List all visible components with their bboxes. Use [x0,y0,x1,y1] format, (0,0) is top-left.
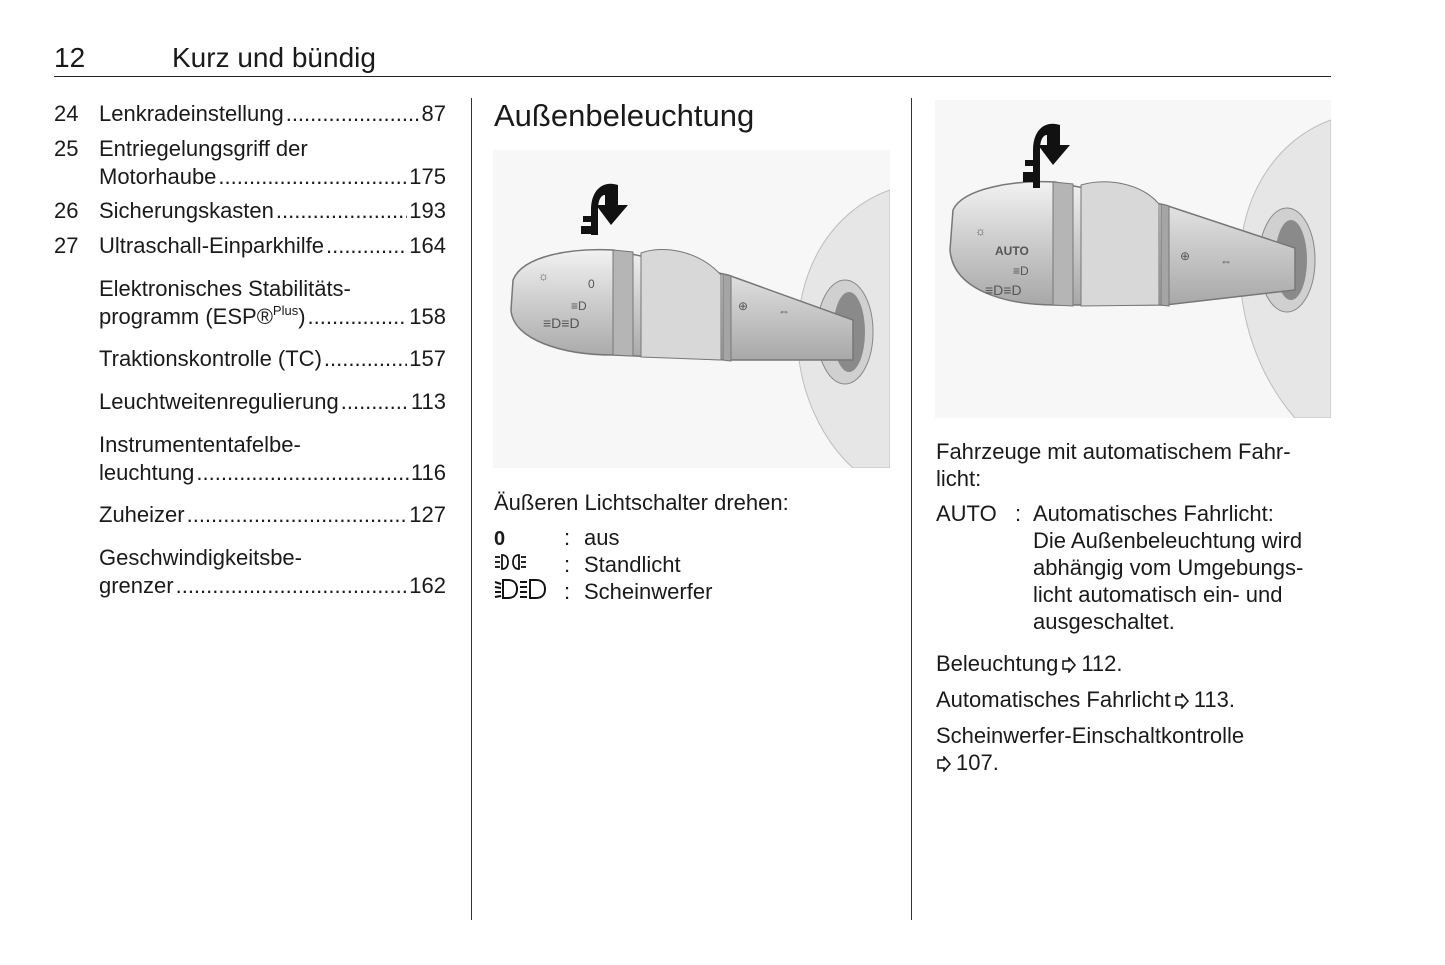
reference-arrow-icon [1174,688,1190,715]
light-switch-illustration [493,150,890,468]
parking-light-mark: ≡D [571,299,587,313]
toc-leader [341,388,409,416]
cross-reference-link[interactable]: Scheinwerfer-Einschaltkontrolle 107. [936,722,1244,778]
toc-label: Motorhaube [99,164,217,189]
auto-description: Automatisches Fahrlicht: Die Außenbeleuchtung wird abhängig vom Umgebungs- licht automatisch ein- und ausgeschaltet. [1033,501,1304,634]
esp-plus-superscript: Plus [272,303,299,318]
parking-light-mark: ≡D [1013,264,1029,278]
header-rule [54,76,1331,77]
headlight-mark: ≡D≡D [543,315,580,331]
parking-light-icon [494,551,554,578]
toc-page: 193 [409,198,446,223]
toc-label: Entriegelungsgriff der [99,136,308,161]
toc-label: leuchtung [99,460,195,485]
switch-label-off: 0 [588,277,595,291]
symbol-description: aus [584,525,620,550]
toc-leader [324,345,407,373]
toc-page: 162 [409,573,446,598]
toc-label: programm (ESP®$^{Plus}$) [99,303,306,329]
auto-light-switch-illustration [935,100,1331,418]
toc-number: 27 [54,233,79,258]
colon: : [564,579,571,604]
toc-label: Leuchtweitenregulierung [99,389,339,414]
toc-number: 25 [54,136,79,161]
toc-label: Geschwindigkeitsbe- [99,545,302,570]
off-zero-icon: 0 [494,528,506,550]
toc-leader [326,232,407,260]
cross-reference-link[interactable]: Automatisches Fahrlicht 113. [936,686,1235,715]
sun-symbol-icon: ☼ [975,224,986,238]
toc-label: grenzer [99,573,174,598]
instruction-text: Äußeren Lichtschalter drehen: [494,490,789,515]
fog-light-mark: ⊕ [1180,249,1191,263]
toc-leader [196,459,409,487]
symbol-description: Scheinwerfer [584,579,713,604]
column-divider-left [471,98,472,920]
toc-page: 164 [409,233,446,258]
colon: : [564,552,571,577]
auto-intro-text: Fahrzeuge mit automatischem Fahr- licht: [936,439,1291,491]
toc-label: Lenkradeinstellung [99,101,284,126]
toc-leader [187,501,408,529]
cross-reference-link[interactable]: Beleuchtung 112. [936,650,1123,679]
indicator-mark: ⇔ [1220,254,1232,268]
page-title: Kurz und bündig [172,42,376,73]
toc-leader [308,303,408,331]
toc-leader [276,197,407,225]
colon: : [564,525,571,550]
toc-page: 87 [421,101,446,126]
toc-leader [218,163,407,191]
toc-number: 24 [54,101,79,126]
fog-light-mark: ⊕ [738,299,749,313]
toc-leader [176,572,408,600]
switch-label-auto: AUTO [995,244,1029,258]
toc-page: 113 [410,389,446,414]
toc-number: 26 [54,198,79,223]
auto-term: AUTO [936,501,997,526]
toc-page: 158 [409,304,446,329]
toc-page: 116 [410,460,446,485]
section-heading: Außenbeleuchtung [494,98,755,133]
toc-label: Elektronisches Stabilitäts- [99,276,351,301]
toc-label: Instrumententafelbe- [99,432,301,457]
symbol-description: Standlicht [584,552,681,577]
page-number: 12 [54,42,86,73]
toc-label: Ultraschall-Einparkhilfe [99,233,324,258]
toc-page: 175 [409,164,446,189]
headlight-mark: ≡D≡D [985,282,1022,298]
toc-page: 127 [409,502,446,527]
indicator-mark: ⇔ [778,304,790,318]
colon: : [1015,501,1022,526]
column-divider-right [911,98,912,920]
reference-arrow-icon [936,751,952,778]
sun-symbol-icon: ☼ [538,269,549,283]
toc-page: 157 [409,346,446,371]
toc-label: Zuheizer [99,502,185,527]
headlight-icon [494,578,554,605]
toc-label: Sicherungskasten [99,198,274,223]
toc-label: Traktionskontrolle (TC) [99,346,322,371]
toc-leader [286,100,420,128]
reference-arrow-icon [1061,652,1077,679]
